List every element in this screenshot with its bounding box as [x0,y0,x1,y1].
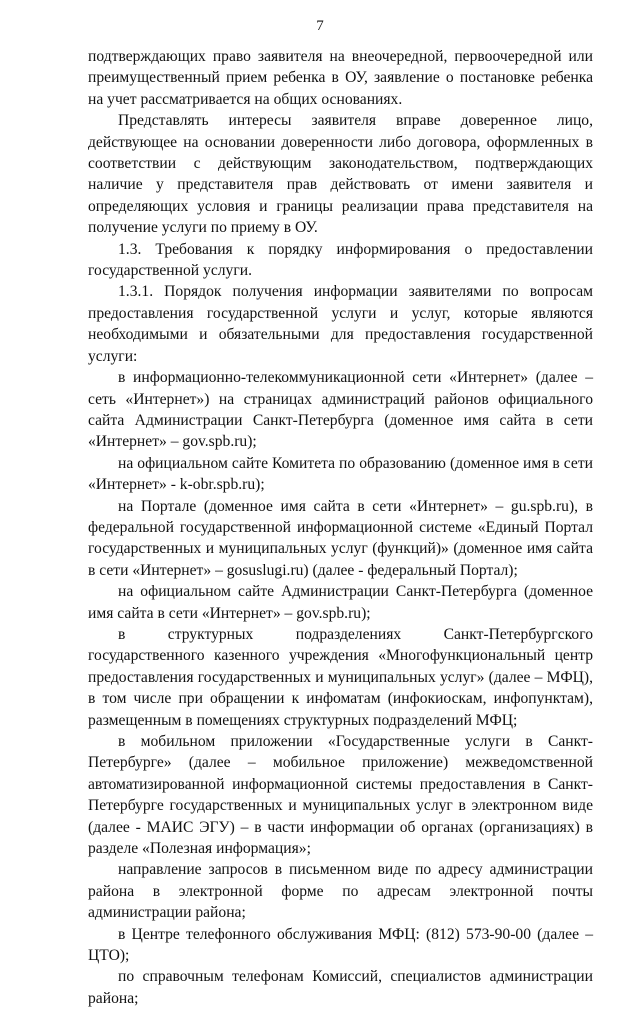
list-item-written-requests: направление запросов в письменном виде по адресу администрации района в электронной форме по адресам электронной почты администрации района; [88,861,593,922]
list-item-internet: в информационно-телекоммуникационной сети «Интернет» (далее – сеть «Интернет») на страницах администраций районов официального сайта Администрации Санкт-Петербурга (доменное имя сайта в сети «Интернет» – gov.spb.ru); [88,369,593,451]
list-item-administration-site: на официальном сайте Администрации Санкт-Петербурга (доменное имя сайта в сети «Интернет» – gov.spb.ru); [88,583,593,622]
section-heading-1-3: 1.3. Требования к порядку информирования о предоставлении государственной услуги. [88,240,593,280]
paragraph-continuation: подтверждающих право заявителя на внеочередной, первоочередной или преимущественный прием ребенка в ОУ, заявление о постановке ребенка на учет рассматривается на общих основаниях. [88,48,593,108]
list-item-call-center: в Центре телефонного обслуживания МФЦ: (812) 573-90-00 (далее – ЦТО); [88,925,593,965]
list-item-reference-phones: по справочным телефонам Комиссий, специалистов администрации района; [88,968,593,1007]
list-item-committee-site: на официальном сайте Комитета по образованию (доменное имя в сети «Интернет» - k-obr.spb.ru); [88,454,593,494]
page-number: 7 [316,18,324,34]
paragraph-representative: Представлять интересы заявителя вправе доверенное лицо, действующее на основании доверенности либо договора, оформленных в соответствии с действующим законодательством, подтверждающих наличие у представителя прав действовать от имени заявителя и определяющих условия и границы реализации права представителя на получение услуги по приему в ОУ. [88,112,593,237]
paragraph-1-3-1: 1.3.1. Порядок получения информации заявителями по вопросам предоставления государственной услуги и услуг, которые являются необходимыми и обязательными для предоставления государственной услуги: [88,283,593,365]
list-item-mobile-app: в мобильном приложении «Государственные услуги в Санкт-Петербурге» (далее – мобильное приложение) межведомственной автоматизированной информационной системы предоставления в Санкт-Петербурге государственных и муниципальных услуг в электронном виде (далее - МАИС ЭГУ) – в части информации об органах (организациях) в разделе «Полезная информация»; [88,733,593,858]
list-item-portal: на Портале (доменное имя сайта в сети «Интернет» – gu.spb.ru), в федеральной государственной информационной системе «Единый Портал государственных и муниципальных услуг (функций)» (доменное имя сайта в сети «Интернет» – gosuslugi.ru) (далее - федеральный Портал); [88,497,593,579]
document-body [88,46,593,1009]
list-item-mfc: в структурных подразделениях Санкт-Петербургского государственного казенного учреждения «Многофункциональный центр предоставления государственных и муниципальных услуг» (далее – МФЦ), в том числе при обращении к инфоматам (инфокиоскам, инфопунктам), размещенным в помещениях структурных подразделений МФЦ; [88,625,593,729]
